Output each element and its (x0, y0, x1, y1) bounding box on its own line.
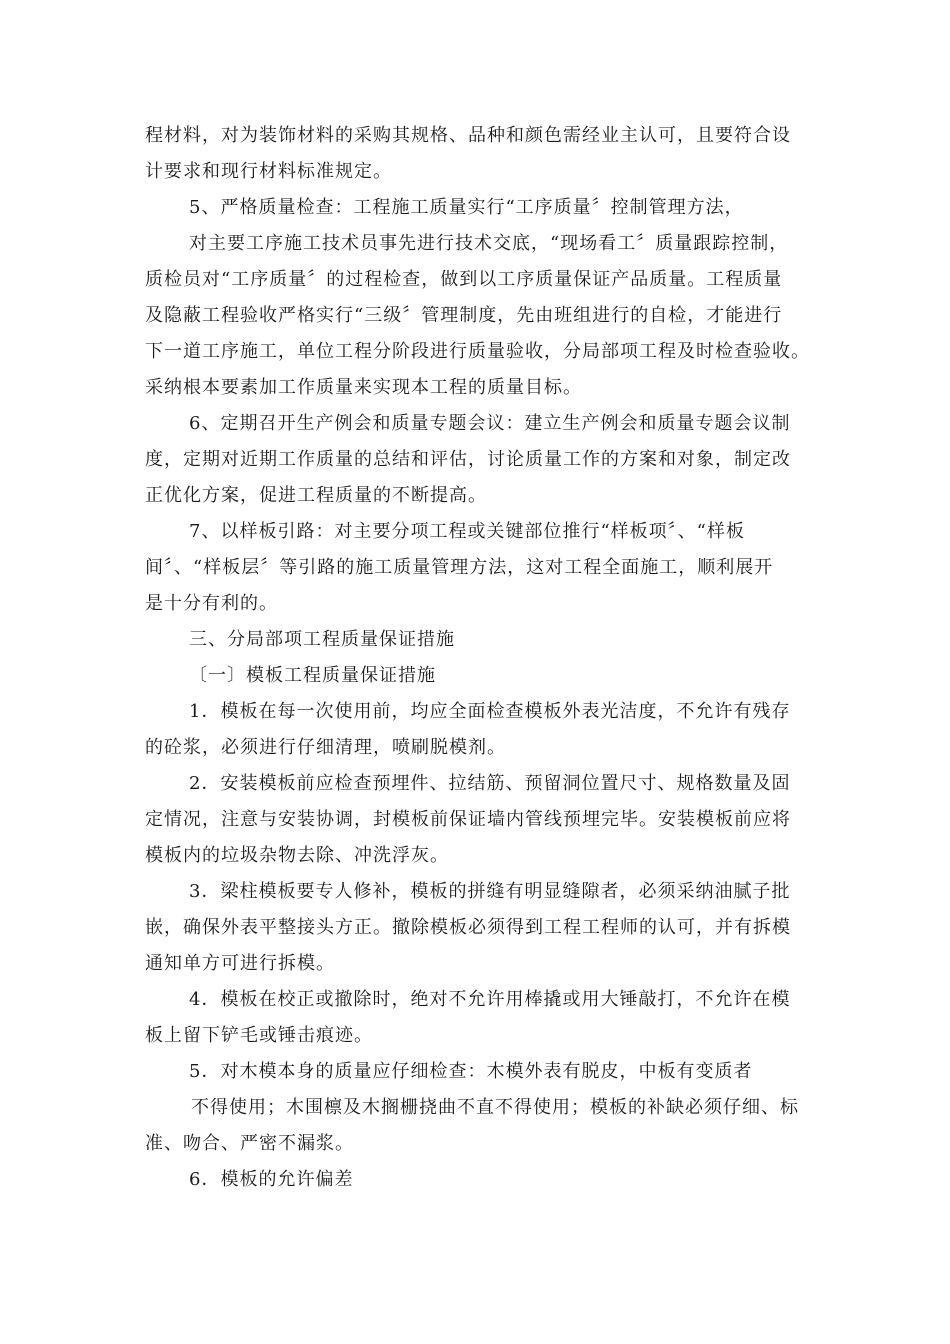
text-line: 及隐蔽工程验收严格实行“三级〞管理制度，先由班组进行的自检，才能进行 (145, 305, 783, 326)
text-line: 对主要工序施工技术员事先进行技术交底，“现场看工〞质量跟踪控制， (189, 233, 789, 254)
text-line: 通知单方可进行拆模。 (145, 953, 335, 974)
text-line: 3．梁柱模板要专人修补，模板的拼缝有明显缝隙者，必须采纳油腻子批 (189, 881, 791, 902)
text-line: 2．安装模板前应检查预埋件、拉结筋、预留洞位置尺寸、规格数量及固 (189, 773, 791, 794)
text-line: 5．对木模本身的质量应仔细检查：木模外表有脱皮，中板有变质者 (189, 1061, 753, 1082)
text-line: 板上留下铲毛或锤击痕迹。 (145, 1025, 373, 1046)
text-line: 度，定期对近期工作质量的总结和评估，讨论质量工作的方案和对象，制定改 (145, 449, 791, 470)
text-line: 正优化方案，促进工程质量的不断提高。 (145, 485, 487, 506)
text-line: 1．模板在每一次使用前，均应全面检查模板外表光洁度，不允许有残存 (189, 701, 791, 722)
document-body (145, 118, 815, 1198)
text-line: 间〞、“样板层〞等引路的施工质量管理方法，这对工程全面施工，顺利展开 (145, 557, 774, 578)
text-line: 嵌，确保外表平整接头方正。撤除模板必须得到工程工程师的认可，并有拆模 (145, 917, 791, 938)
text-line: 计要求和现行材料标准规定。 (145, 161, 392, 182)
text-line: 下一道工序施工，单位工程分阶段进行质量验收，分局部项工程及时检查验收。 (145, 341, 810, 362)
text-line: 6．模板的允许偏差 (189, 1169, 354, 1190)
text-line: 采纳根本要素加工作质量来实现本工程的质量目标。 (145, 377, 582, 398)
text-line: 准、吻合、严密不漏浆。 (145, 1133, 354, 1154)
section-heading: 三、分局部项工程质量保证措施 (189, 629, 455, 650)
text-line: 定情况，注意与安装协调，封模板前保证墙内管线预埋完毕。安装模板前应将 (145, 809, 791, 830)
text-line: 的砼浆，必须进行仔细清理，喷刷脱模剂。 (145, 737, 506, 758)
text-line: 4．模板在校正或撤除时，绝对不允许用棒撬或用大锤敲打，不允许在模 (189, 989, 791, 1010)
text-line: 是十分有利的。 (145, 593, 278, 614)
text-line: 不得使用；木围檩及木搁栅挠曲不直不得使用；模板的补缺必须仔细、标 (191, 1097, 799, 1118)
text-line: 6、定期召开生产例会和质量专题会议：建立生产例会和质量专题会议制 (189, 413, 791, 434)
text-line: 程材料，对为装饰材料的采购其规格、品种和颜色需经业主认可，且要符合设 (145, 125, 791, 146)
text-line: 7、以样板引路：对主要分项工程或关键部位推行“样板项〞、“样板 (189, 521, 745, 542)
text-line: 5、严格质量检查：工程施工质量实行“工序质量〞控制管理方法， (189, 197, 744, 218)
text-line: 模板内的垃圾杂物去除、冲洗浮灰。 (145, 845, 449, 866)
subsection-heading: 〔一〕模板工程质量保证措施 (189, 665, 436, 686)
text-line: 质检员对“工序质量〞的过程检查，做到以工序质量保证产品质量。工程质量 (145, 269, 783, 290)
